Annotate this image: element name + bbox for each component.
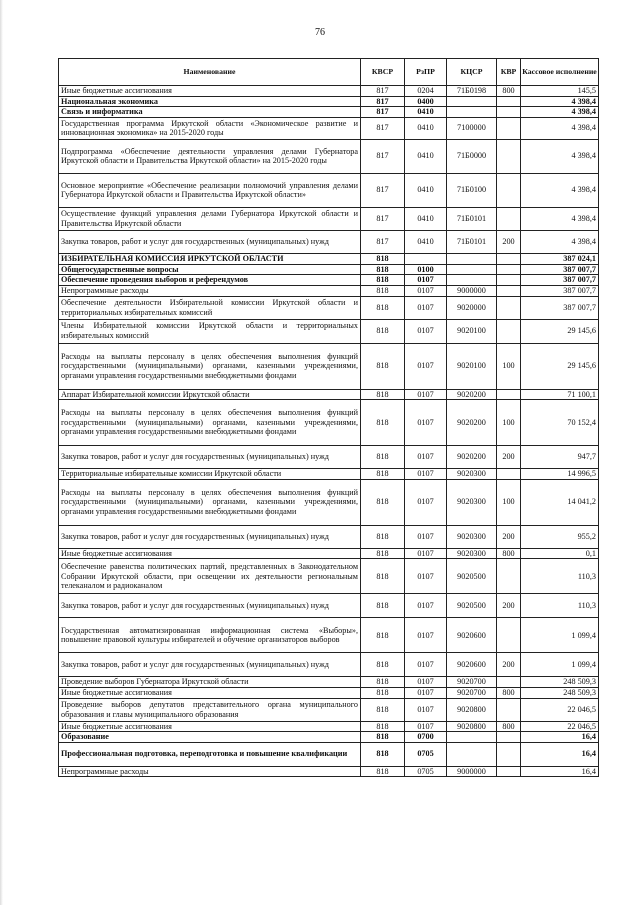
cell-amount: 1 099,4: [521, 653, 599, 677]
cell-kvsr: 818: [361, 677, 405, 688]
table-row: [59, 400, 599, 446]
cell-amount: 29 145,6: [521, 343, 599, 389]
cell-kvsr: 818: [361, 525, 405, 548]
cell-kvr: 200: [497, 230, 521, 253]
table-row: [59, 653, 599, 677]
table-row: [59, 117, 599, 139]
cell-kcsr: 9020500: [447, 559, 497, 594]
cell-kvsr: 818: [361, 285, 405, 296]
cell-kvsr: 818: [361, 698, 405, 721]
cell-kcsr: 9020300: [447, 548, 497, 559]
cell-kvr: [497, 389, 521, 400]
cell-kvsr: 817: [361, 86, 405, 97]
cell-kvr: [497, 698, 521, 721]
cell-kvr: [497, 766, 521, 777]
cell-kcsr: 9020700: [447, 687, 497, 698]
cell-rzpr: 0107: [405, 285, 447, 296]
cell-kcsr: 9020600: [447, 653, 497, 677]
cell-kvsr: 818: [361, 594, 405, 618]
cell-kvsr: 818: [361, 469, 405, 480]
cell-kcsr: 9000000: [447, 285, 497, 296]
cell-kvr: [497, 618, 521, 653]
cell-name: ИЗБИРАТЕЛЬНАЯ КОМИССИЯ ИРКУТСКОЙ ОБЛАСТИ: [59, 253, 361, 264]
cell-kvr: 200: [497, 525, 521, 548]
table-row: [59, 559, 599, 594]
cell-amount: 4 398,4: [521, 207, 599, 230]
cell-kvsr: 818: [361, 766, 405, 777]
cell-rzpr: 0107: [405, 400, 447, 446]
cell-name: Профессиональная подготовка, переподготовка и повышение квалификации: [59, 742, 361, 766]
cell-rzpr: 0107: [405, 721, 447, 732]
table-row: [59, 479, 599, 525]
table-row: [59, 96, 599, 107]
table-row: [59, 389, 599, 400]
cell-amount: 4 398,4: [521, 117, 599, 139]
cell-kvsr: 818: [361, 343, 405, 389]
cell-kcsr: 71Б0101: [447, 207, 497, 230]
cell-rzpr: 0410: [405, 173, 447, 207]
cell-rzpr: 0410: [405, 117, 447, 139]
table-row: [59, 86, 599, 97]
cell-kcsr: 9020200: [447, 389, 497, 400]
cell-amount: 145,5: [521, 86, 599, 97]
cell-rzpr: 0107: [405, 275, 447, 286]
cell-kvr: [497, 253, 521, 264]
cell-rzpr: 0107: [405, 653, 447, 677]
cell-kvsr: 817: [361, 173, 405, 207]
cell-kvsr: 818: [361, 253, 405, 264]
cell-rzpr: 0204: [405, 86, 447, 97]
cell-name: Непрограммные расходы: [59, 766, 361, 777]
cell-rzpr: 0107: [405, 479, 447, 525]
cell-kvsr: 818: [361, 721, 405, 732]
cell-amount: 387 007,7: [521, 296, 599, 319]
cell-kvsr: 818: [361, 400, 405, 446]
cell-kvr: [497, 469, 521, 480]
cell-kcsr: [447, 253, 497, 264]
cell-kvsr: 818: [361, 548, 405, 559]
cell-kcsr: [447, 107, 497, 118]
table-row: [59, 139, 599, 173]
cell-kcsr: 9020100: [447, 343, 497, 389]
cell-name: Территориальные избирательные комиссии Иркутской области: [59, 469, 361, 480]
cell-amount: 947,7: [521, 446, 599, 469]
table-row: [59, 766, 599, 777]
cell-name: Закупка товаров, работ и услуг для государственных (муниципальных) нужд: [59, 594, 361, 618]
table-row: [59, 677, 599, 688]
cell-kcsr: 9000000: [447, 766, 497, 777]
cell-kcsr: [447, 732, 497, 743]
cell-kvsr: 817: [361, 139, 405, 173]
cell-amount: 0,1: [521, 548, 599, 559]
cell-kcsr: 71Б0198: [447, 86, 497, 97]
cell-kvr: 100: [497, 400, 521, 446]
cell-amount: 16,4: [521, 766, 599, 777]
table-row: [59, 173, 599, 207]
cell-kcsr: 9020200: [447, 446, 497, 469]
cell-kvsr: 818: [361, 264, 405, 275]
cell-name: Связь и информатика: [59, 107, 361, 118]
table-header-row: [59, 59, 599, 86]
cell-amount: 387 007,7: [521, 275, 599, 286]
cell-kvr: 800: [497, 721, 521, 732]
cell-kcsr: [447, 264, 497, 275]
cell-kvsr: 817: [361, 107, 405, 118]
cell-kvsr: 817: [361, 117, 405, 139]
cell-kcsr: 9020200: [447, 400, 497, 446]
table-row: [59, 275, 599, 286]
cell-name: Иные бюджетные ассигнования: [59, 86, 361, 97]
cell-name: Непрограммные расходы: [59, 285, 361, 296]
cell-kvsr: 818: [361, 479, 405, 525]
cell-kvr: 200: [497, 446, 521, 469]
cell-amount: 4 398,4: [521, 173, 599, 207]
cell-name: Расходы на выплаты персоналу в целях обеспечения выполнения функций государственными (муниципальными) органами, казенными учреждениями, органами управления государственными внебюджетными фондами: [59, 400, 361, 446]
cell-kvsr: 818: [361, 275, 405, 286]
header-kvr: КВР: [497, 59, 521, 86]
cell-rzpr: 0107: [405, 677, 447, 688]
cell-kvr: [497, 117, 521, 139]
cell-kvr: [497, 264, 521, 275]
cell-rzpr: 0107: [405, 525, 447, 548]
cell-kvr: [497, 742, 521, 766]
cell-kcsr: 7100000: [447, 117, 497, 139]
cell-kvr: [497, 677, 521, 688]
table-row: [59, 264, 599, 275]
cell-name: Закупка товаров, работ и услуг для государственных (муниципальных) нужд: [59, 446, 361, 469]
cell-name: Иные бюджетные ассигнования: [59, 548, 361, 559]
table-row: [59, 319, 599, 343]
cell-name: Закупка товаров, работ и услуг для государственных (муниципальных) нужд: [59, 653, 361, 677]
cell-amount: 16,4: [521, 742, 599, 766]
table-row: [59, 207, 599, 230]
cell-kvr: 200: [497, 653, 521, 677]
cell-name: Образование: [59, 732, 361, 743]
cell-name: Иные бюджетные ассигнования: [59, 721, 361, 732]
cell-rzpr: 0107: [405, 296, 447, 319]
cell-name: Национальная экономика: [59, 96, 361, 107]
table-row: [59, 721, 599, 732]
table-row: [59, 698, 599, 721]
table-row: [59, 618, 599, 653]
cell-name: Обеспечение равенства политических партий, представленных в Законодательном Собрании Иркутской области, при освещении их деятельности региональным телеканалом и радиоканалом: [59, 559, 361, 594]
cell-name: Расходы на выплаты персоналу в целях обеспечения выполнения функций государственными (муниципальными) органами, казенными учреждениями, органами управления государственными внебюджетными фондами: [59, 479, 361, 525]
cell-kvr: [497, 319, 521, 343]
cell-amount: 14 996,5: [521, 469, 599, 480]
cell-kcsr: [447, 275, 497, 286]
cell-kvr: 200: [497, 594, 521, 618]
cell-kvsr: 818: [361, 653, 405, 677]
cell-kvsr: 818: [361, 732, 405, 743]
cell-kcsr: 9020300: [447, 525, 497, 548]
cell-amount: 4 398,4: [521, 230, 599, 253]
cell-amount: 22 046,5: [521, 698, 599, 721]
cell-kvsr: 817: [361, 96, 405, 107]
cell-kvr: 800: [497, 86, 521, 97]
cell-kvsr: 818: [361, 296, 405, 319]
cell-amount: 248 509,3: [521, 687, 599, 698]
table-body: [59, 86, 599, 777]
table-row: [59, 446, 599, 469]
cell-kvsr: 818: [361, 687, 405, 698]
cell-name: Обеспечение проведения выборов и референдумов: [59, 275, 361, 286]
cell-amount: 387 007,7: [521, 285, 599, 296]
cell-rzpr: 0700: [405, 732, 447, 743]
cell-kcsr: 9020700: [447, 677, 497, 688]
cell-rzpr: 0107: [405, 687, 447, 698]
cell-kvsr: 818: [361, 319, 405, 343]
cell-kcsr: 9020600: [447, 618, 497, 653]
cell-rzpr: 0100: [405, 264, 447, 275]
cell-rzpr: 0107: [405, 469, 447, 480]
header-kcsr: КЦСР: [447, 59, 497, 86]
cell-kcsr: 9020300: [447, 469, 497, 480]
cell-rzpr: 0107: [405, 559, 447, 594]
cell-kcsr: [447, 96, 497, 107]
cell-name: Проведение выборов Губернатора Иркутской области: [59, 677, 361, 688]
cell-kvsr: 818: [361, 446, 405, 469]
cell-amount: 955,2: [521, 525, 599, 548]
cell-amount: 4 398,4: [521, 96, 599, 107]
cell-kvr: [497, 107, 521, 118]
cell-kcsr: 9020500: [447, 594, 497, 618]
cell-kvr: [497, 139, 521, 173]
cell-kcsr: 9020800: [447, 698, 497, 721]
cell-rzpr: 0107: [405, 698, 447, 721]
cell-amount: 14 041,2: [521, 479, 599, 525]
cell-kvr: [497, 559, 521, 594]
cell-kvsr: 818: [361, 389, 405, 400]
cell-rzpr: 0107: [405, 319, 447, 343]
table-row: [59, 107, 599, 118]
cell-amount: 248 509,3: [521, 677, 599, 688]
cell-rzpr: [405, 253, 447, 264]
table-row: [59, 594, 599, 618]
scan-edge: [0, 0, 3, 905]
cell-kvr: [497, 275, 521, 286]
cell-rzpr: 0705: [405, 766, 447, 777]
cell-amount: 71 100,1: [521, 389, 599, 400]
cell-kvr: [497, 207, 521, 230]
cell-kcsr: 71Б0000: [447, 139, 497, 173]
cell-rzpr: 0410: [405, 107, 447, 118]
table-row: [59, 253, 599, 264]
cell-name: Закупка товаров, работ и услуг для государственных (муниципальных) нужд: [59, 525, 361, 548]
cell-kcsr: 9020000: [447, 296, 497, 319]
cell-rzpr: 0107: [405, 618, 447, 653]
cell-name: Осуществление функций управления делами Губернатора Иркутской области и Правительства Иркутской области: [59, 207, 361, 230]
table-row: [59, 732, 599, 743]
cell-amount: 4 398,4: [521, 107, 599, 118]
cell-kcsr: 9020100: [447, 319, 497, 343]
cell-name: Расходы на выплаты персоналу в целях обеспечения выполнения функций государственными (муниципальными) органами, казенными учреждениями, органами управления государственными внебюджетными фондами: [59, 343, 361, 389]
cell-kcsr: 71Б0100: [447, 173, 497, 207]
header-name: Наименование: [59, 59, 361, 86]
cell-rzpr: 0107: [405, 343, 447, 389]
table-row: [59, 230, 599, 253]
cell-kcsr: 9020300: [447, 479, 497, 525]
cell-amount: 16,4: [521, 732, 599, 743]
cell-kvr: 100: [497, 479, 521, 525]
cell-amount: 70 152,4: [521, 400, 599, 446]
header-kvsr: КВСР: [361, 59, 405, 86]
cell-amount: 387 007,7: [521, 264, 599, 275]
cell-kvr: [497, 296, 521, 319]
cell-kvsr: 818: [361, 742, 405, 766]
cell-name: Иные бюджетные ассигнования: [59, 687, 361, 698]
cell-amount: 4 398,4: [521, 139, 599, 173]
table-row: [59, 285, 599, 296]
cell-name: Общегосударственные вопросы: [59, 264, 361, 275]
table-row: [59, 742, 599, 766]
table-row: [59, 548, 599, 559]
cell-name: Закупка товаров, работ и услуг для государственных (муниципальных) нужд: [59, 230, 361, 253]
cell-rzpr: 0400: [405, 96, 447, 107]
cell-kvr: [497, 285, 521, 296]
cell-kvsr: 817: [361, 230, 405, 253]
cell-kvsr: 818: [361, 618, 405, 653]
cell-amount: 29 145,6: [521, 319, 599, 343]
table-row: [59, 687, 599, 698]
cell-kvr: 100: [497, 343, 521, 389]
cell-name: Проведение выборов депутатов представительного органа муниципального образования и главы муниципального образования: [59, 698, 361, 721]
cell-rzpr: 0705: [405, 742, 447, 766]
cell-name: Аппарат Избирательной комиссии Иркутской области: [59, 389, 361, 400]
cell-name: Государственная программа Иркутской области «Экономическое развитие и инновационная экономика» на 2015-2020 годы: [59, 117, 361, 139]
cell-kvr: 800: [497, 548, 521, 559]
cell-amount: 110,3: [521, 594, 599, 618]
cell-kvr: [497, 96, 521, 107]
cell-kcsr: 9020800: [447, 721, 497, 732]
cell-name: Основное мероприятие «Обеспечение реализации полномочий управления делами Губернатора Иркутской области и Правительства Иркутской области»: [59, 173, 361, 207]
table-row: [59, 525, 599, 548]
cell-kvr: [497, 173, 521, 207]
cell-name: Обеспечение деятельности Избирательной комиссии Иркутской области и территориальных избирательных комиссий: [59, 296, 361, 319]
budget-table: [58, 58, 599, 777]
cell-amount: 387 024,1: [521, 253, 599, 264]
table-row: [59, 343, 599, 389]
cell-rzpr: 0410: [405, 207, 447, 230]
cell-kvsr: 817: [361, 207, 405, 230]
cell-rzpr: 0107: [405, 548, 447, 559]
table-row: [59, 469, 599, 480]
header-rzpr: РзПР: [405, 59, 447, 86]
cell-rzpr: 0107: [405, 446, 447, 469]
cell-name: Государственная автоматизированная информационная система «Выборы», повышение правовой культуры избирателей и обучение организаторов выборов: [59, 618, 361, 653]
cell-rzpr: 0107: [405, 389, 447, 400]
cell-amount: 22 046,5: [521, 721, 599, 732]
cell-name: Подпрограмма «Обеспечение деятельности управления делами Губернатора Иркутской области и Правительства Иркутской области» на 2015-2020 годы: [59, 139, 361, 173]
cell-kvr: [497, 732, 521, 743]
cell-name: Члены Избирательной комиссии Иркутской области и территориальных избирательных комиссий: [59, 319, 361, 343]
cell-amount: 110,3: [521, 559, 599, 594]
cell-rzpr: 0410: [405, 139, 447, 173]
cell-rzpr: 0107: [405, 594, 447, 618]
cell-kcsr: 71Б0101: [447, 230, 497, 253]
cell-kvr: 800: [497, 687, 521, 698]
page-number: 76: [315, 27, 325, 38]
cell-amount: 1 099,4: [521, 618, 599, 653]
cell-kvsr: 818: [361, 559, 405, 594]
cell-kcsr: [447, 742, 497, 766]
cell-rzpr: 0410: [405, 230, 447, 253]
table-row: [59, 296, 599, 319]
header-amount: Кассовое исполнение: [521, 59, 599, 86]
